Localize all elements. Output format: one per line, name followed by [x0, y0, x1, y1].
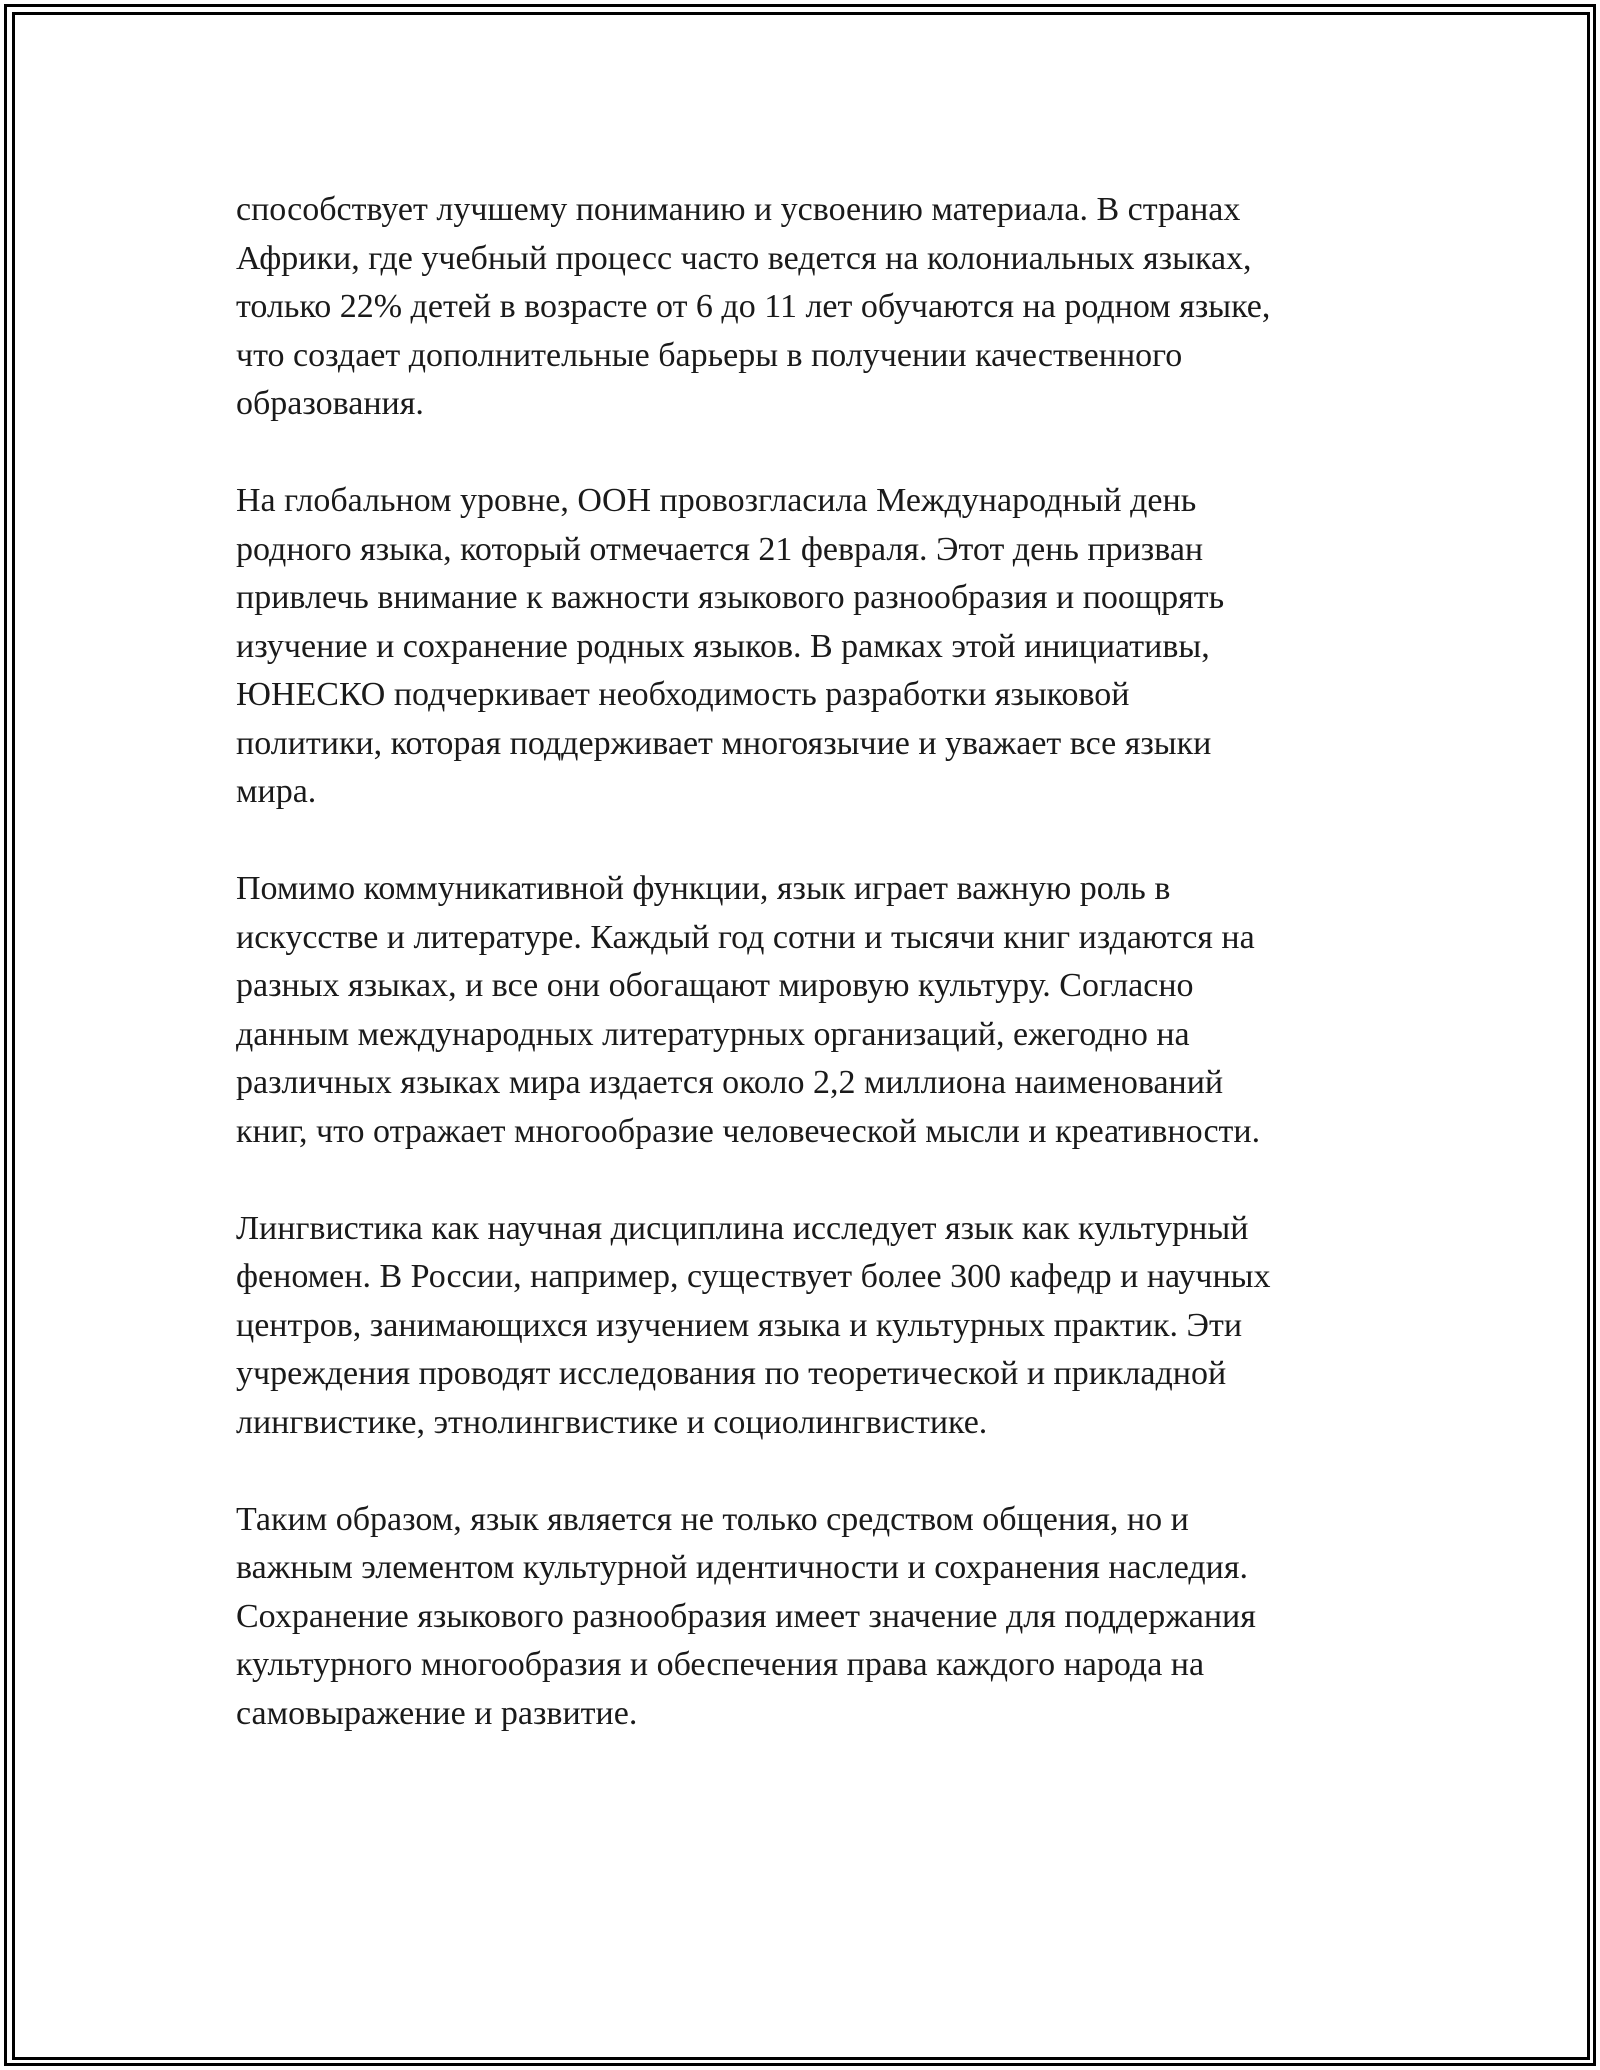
paragraph-5: Таким образом, язык является не только средством общения, но и важным элементом культурной идентичности и сохранения наследия. Сохранение языкового разнообразия имеет значение для поддержания культурного многообразия и обеспечения права каждого народа на самовыражение и развитие.	[236, 1500, 1256, 1732]
paragraph-4: Лингвистика как научная дисциплина исследует язык как культурный феномен. В России, например, существует более 300 кафедр и научных центров, занимающихся изучением языка и культурных практик. Эти учреждения проводят исследования по теоретической и прикладной лингвистике, этнолингвистике и социолингвистике.	[236, 1209, 1271, 1441]
paragraph-3: Помимо коммуникативной функции, язык играет важную роль в искусстве и литературе. Каждый год сотни и тысячи книг издаются на разных языках, и все они обогащают мировую культуру. Согласно данным международных литературных организаций, ежегодно на различных языках мира издается около 2,2 миллиона наименований книг, что отражает многообразие человеческой мысли и креативности.	[236, 870, 1261, 1150]
paragraph-1: способствует лучшему пониманию и усвоению материала. В странах Африки, где учебный процесс часто ведется на колониальных языках, только 22% детей в возрасте от 6 до 11 лет обучаются на родном языке, что создает дополнительные барьеры в получении качественного образования.	[236, 191, 1271, 422]
paragraph-2: На глобальном уровне, ООН провозгласила Международный день родного языка, который отмечается 21 февраля. Этот день призван привлечь внимание к важности языкового разнообразия и поощрять изучение и сохранение родных языков. В рамках этой инициативы, ЮНЕСКО подчеркивает необходимость разработки языковой политики, которая поддерживает многоязычие и уважает все языки мира.	[236, 482, 1225, 810]
document-body	[236, 186, 1376, 1738]
